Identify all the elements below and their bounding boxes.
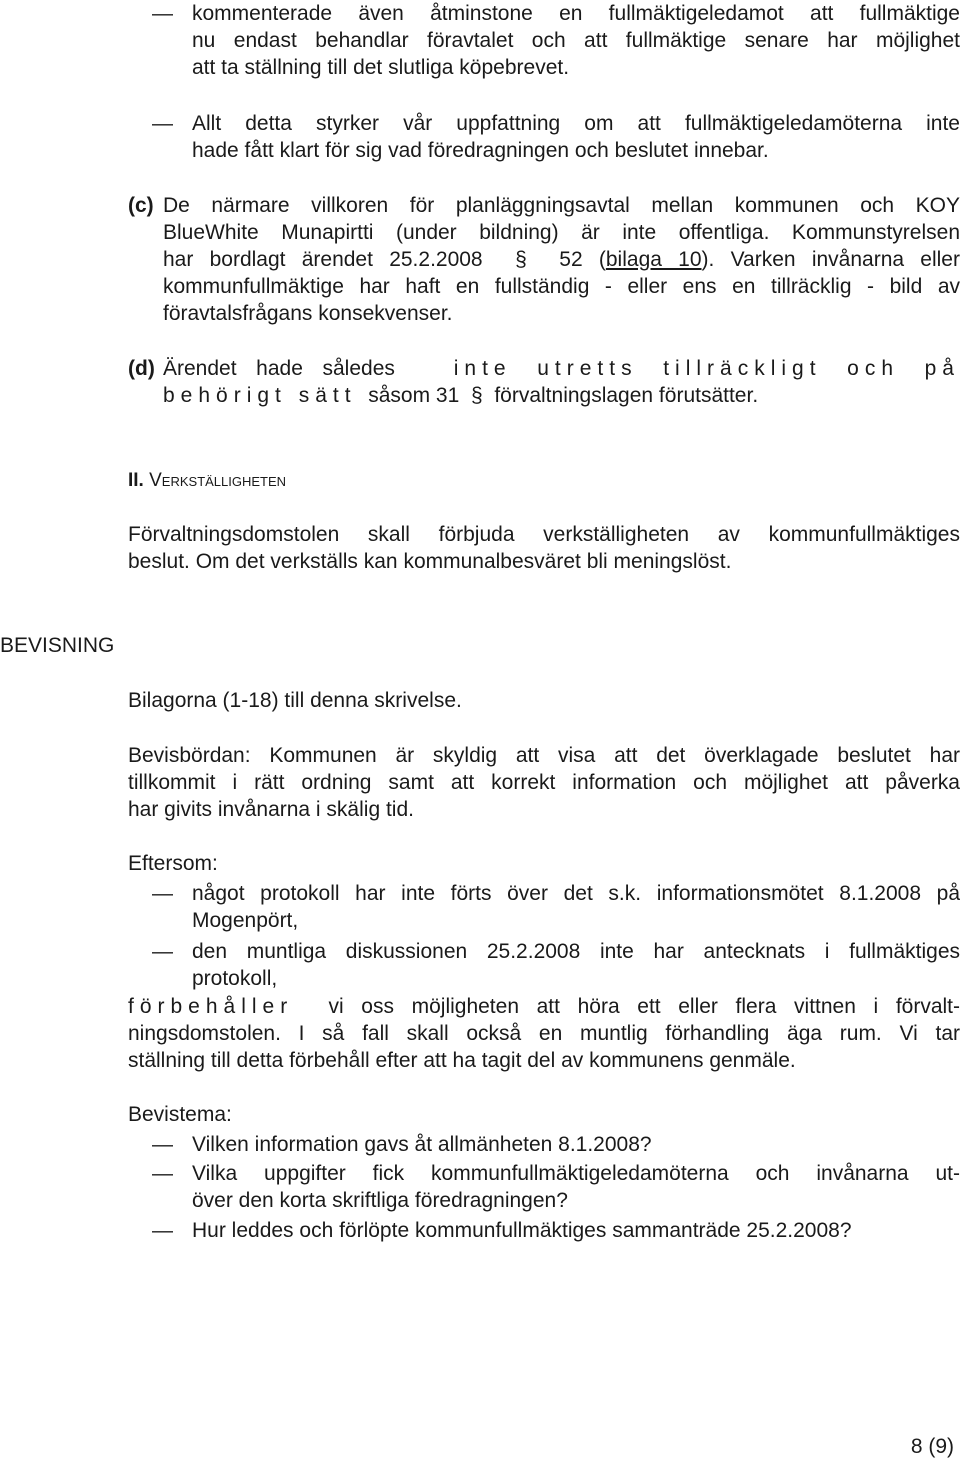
list-item-line: nu endast behandlar föravtalet och att fullmäktige senare har möjlighet bbox=[192, 29, 960, 52]
list-item-line: den muntliga diskussionen 25.2.2008 inte har antecknats i fullmäktiges bbox=[192, 940, 960, 963]
dash-bullet: — bbox=[152, 940, 173, 963]
list-item-line: Allt detta styrker vår uppfattning om att fullmäktigeledamöterna inte bbox=[192, 112, 960, 135]
item-line: kommunfullmäktige har haft en fullständig - eller ens en tillräcklig - bild av bbox=[163, 275, 960, 298]
item-c bbox=[128, 192, 960, 327]
item-line: har bordlagt ärendet 25.2.2008 § 52 (bilaga 10). Varken invånarna eller bbox=[163, 248, 960, 271]
list-item-line: Hur leddes och förlöpte kommunfullmäktiges sammanträde 25.2.2008? bbox=[192, 1219, 852, 1242]
section-title: Verkställigheten bbox=[149, 470, 287, 491]
paragraph-line: ningsdomstolen. I så fall skall också en muntlig förhandling äga rum. Vi tar bbox=[128, 1022, 960, 1045]
list-item-line: kommenterade även åtminstone en fullmäktigeledamot att fullmäktige bbox=[192, 2, 960, 25]
paragraph bbox=[128, 521, 960, 575]
paragraph-line: förbehåller vi oss möjligheten att höra ett eller flera vittnen i förvalt- bbox=[128, 995, 960, 1018]
item-label: (c) bbox=[128, 194, 154, 217]
paragraph-line: Förvaltningsdomstolen skall förbjuda verkställigheten av kommunfullmäktiges bbox=[128, 523, 960, 546]
emphasis-spaced: behörigt sätt bbox=[163, 384, 357, 407]
list-item bbox=[152, 880, 960, 934]
dash-bullet: — bbox=[152, 1133, 173, 1156]
paragraph bbox=[128, 742, 960, 823]
attachment-reference: bilaga 10 bbox=[605, 248, 702, 271]
section-sign: § bbox=[515, 248, 527, 271]
paragraph-line: Bevisbördan: Kommunen är skyldig att visa att det överklagade beslutet har bbox=[128, 744, 960, 767]
list-item-line: Vilken information gavs åt allmänheten 8.1.2008? bbox=[192, 1133, 652, 1156]
paragraph bbox=[128, 993, 960, 1074]
list-item-line: något protokoll har inte förts över det s.k. informationsmötet 8.1.2008 på bbox=[192, 882, 960, 905]
subheading: Eftersom: bbox=[128, 852, 218, 875]
emphasis-spaced: inte utretts tillräckligt och på bbox=[453, 357, 960, 380]
list-item bbox=[152, 938, 960, 992]
item-d bbox=[128, 355, 960, 409]
dash-bullet: — bbox=[152, 2, 173, 25]
section-heading: BEVISNING bbox=[0, 634, 115, 657]
section-sign: § bbox=[470, 384, 483, 407]
section-numeral: II. bbox=[128, 470, 144, 491]
list-item-line: Vilka uppgifter fick kommunfullmäktigeledamöterna och invånarna ut- bbox=[192, 1162, 960, 1185]
paragraph-line: tillkommit i rätt ordning samt att korrekt information och möjlighet att påverka bbox=[128, 771, 960, 794]
dash-bullet: — bbox=[152, 1219, 173, 1242]
item-line: behörigt sätt såsom 31 § förvaltningslagen förutsätter. bbox=[163, 384, 759, 407]
list-item bbox=[152, 0, 960, 81]
page-number: 8 (9) bbox=[910, 1435, 954, 1458]
list-item-line: protokoll, bbox=[192, 967, 278, 990]
list-item bbox=[152, 110, 960, 164]
list-item-line: hade fått klart för sig vad föredragningen och beslutet innebar. bbox=[192, 139, 769, 162]
paragraph: Bilagorna (1-18) till denna skrivelse. bbox=[128, 689, 462, 712]
item-line: Ärendet hade således inte utretts tillräckligt och på bbox=[163, 357, 960, 380]
paragraph-line: beslut. Om det verkställs kan kommunalbesväret bli meningslöst. bbox=[128, 550, 732, 573]
list-item bbox=[152, 1131, 960, 1158]
list-item-line: över den korta skriftliga föredragningen? bbox=[192, 1189, 568, 1212]
section-heading bbox=[128, 467, 286, 494]
list-item bbox=[152, 1217, 960, 1244]
emphasis-spaced: förbehåller bbox=[128, 995, 294, 1018]
dash-bullet: — bbox=[152, 112, 173, 135]
list-item bbox=[152, 1160, 960, 1214]
subheading: Bevistema: bbox=[128, 1103, 232, 1126]
item-line: De närmare villkoren för planläggningsavtal mellan kommunen och KOY bbox=[163, 194, 960, 217]
list-item-line: Mogenpört, bbox=[192, 909, 299, 932]
item-line: föravtalsfrågans konsekvenser. bbox=[163, 302, 453, 325]
paragraph-line: har givits invånarna i skälig tid. bbox=[128, 798, 414, 821]
item-line: BlueWhite Munapirtti (under bildning) är inte offentliga. Kommunstyrelsen bbox=[163, 221, 960, 244]
item-label: (d) bbox=[128, 357, 155, 380]
list-item-line: att ta ställning till det slutliga köpebrevet. bbox=[192, 56, 570, 79]
dash-bullet: — bbox=[152, 882, 173, 905]
paragraph-line: ställning till detta förbehåll efter att ha tagit del av kommunens genmäle. bbox=[128, 1049, 796, 1072]
dash-bullet: — bbox=[152, 1162, 173, 1185]
